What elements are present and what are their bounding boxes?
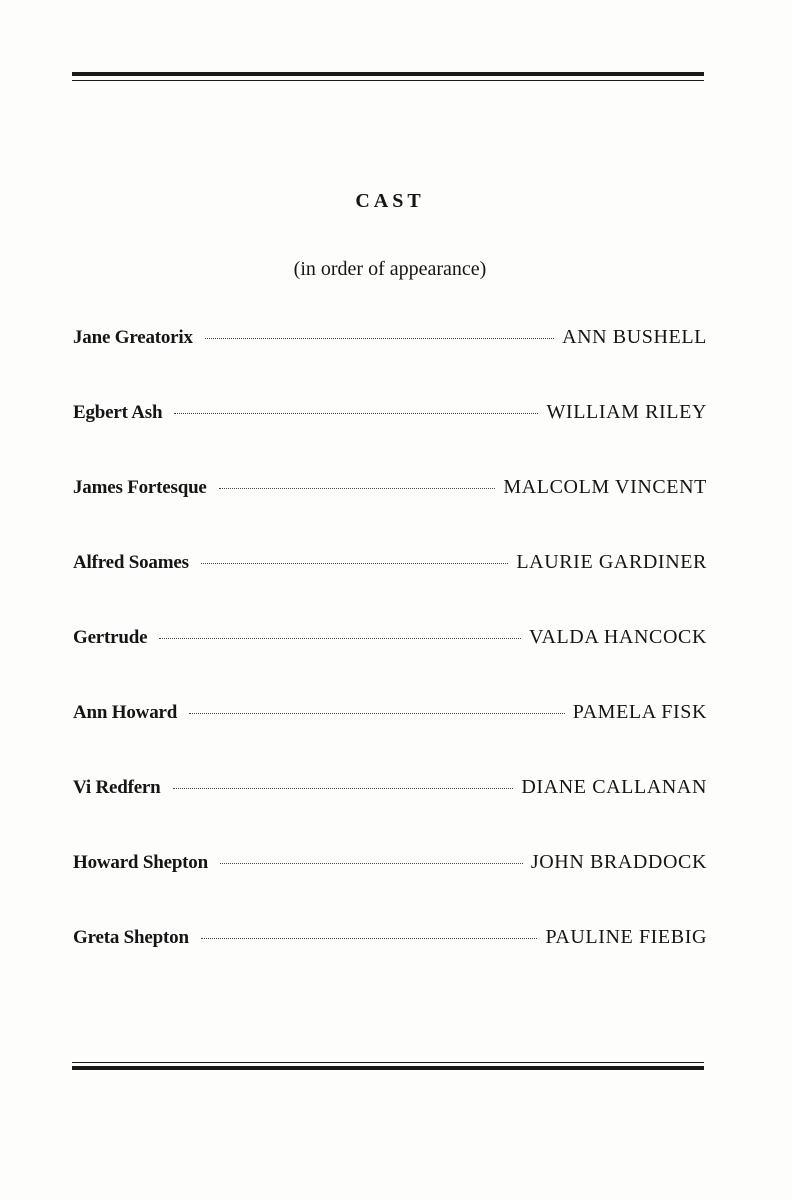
cast-heading: CAST xyxy=(355,190,425,212)
actor-name: DIANE CALLANAN xyxy=(521,776,707,798)
cast-row xyxy=(73,926,707,1001)
role-name: Ann Howard xyxy=(73,702,178,723)
cast-row xyxy=(73,326,707,401)
cast-row xyxy=(73,776,707,851)
actor-name: PAMELA FISK xyxy=(572,701,707,723)
dot-leader xyxy=(219,488,496,489)
actor-name: JOHN BRADDOCK xyxy=(530,851,707,873)
actor-name: MALCOLM VINCENT xyxy=(503,476,707,498)
dot-leader xyxy=(205,338,554,339)
actor-name: PAULINE FIEBIG xyxy=(545,926,707,948)
dot-leader xyxy=(159,638,521,639)
cast-subheading: (in order of appearance) xyxy=(293,258,487,280)
top-rule-thick xyxy=(72,72,704,76)
role-name: Gertrude xyxy=(73,627,148,648)
cast-row xyxy=(73,476,707,551)
actor-name: LAURIE GARDINER xyxy=(516,551,707,573)
bottom-rule-thin xyxy=(72,1062,704,1063)
role-name: Vi Redfern xyxy=(73,777,161,798)
dot-leader xyxy=(173,788,514,789)
dot-leader xyxy=(201,938,538,939)
dot-leader xyxy=(174,413,538,414)
actor-name: ANN BUSHELL xyxy=(562,326,707,348)
cast-row xyxy=(73,626,707,701)
role-name: James Fortesque xyxy=(73,477,207,498)
cast-row xyxy=(73,551,707,626)
role-name: Egbert Ash xyxy=(73,402,163,423)
cast-list xyxy=(73,326,707,1001)
bottom-rule-thick xyxy=(72,1066,704,1070)
role-name: Howard Shepton xyxy=(73,852,208,873)
role-name: Greta Shepton xyxy=(73,927,189,948)
dot-leader xyxy=(201,563,509,564)
cast-row xyxy=(73,851,707,926)
actor-name: VALDA HANCOCK xyxy=(528,626,707,648)
top-rule-thin xyxy=(72,80,704,81)
cast-row xyxy=(73,401,707,476)
actor-name: WILLIAM RILEY xyxy=(546,401,707,423)
role-name: Alfred Soames xyxy=(73,552,189,573)
role-name: Jane Greatorix xyxy=(73,327,193,348)
dot-leader xyxy=(189,713,565,714)
cast-row xyxy=(73,701,707,776)
dot-leader xyxy=(220,863,523,864)
